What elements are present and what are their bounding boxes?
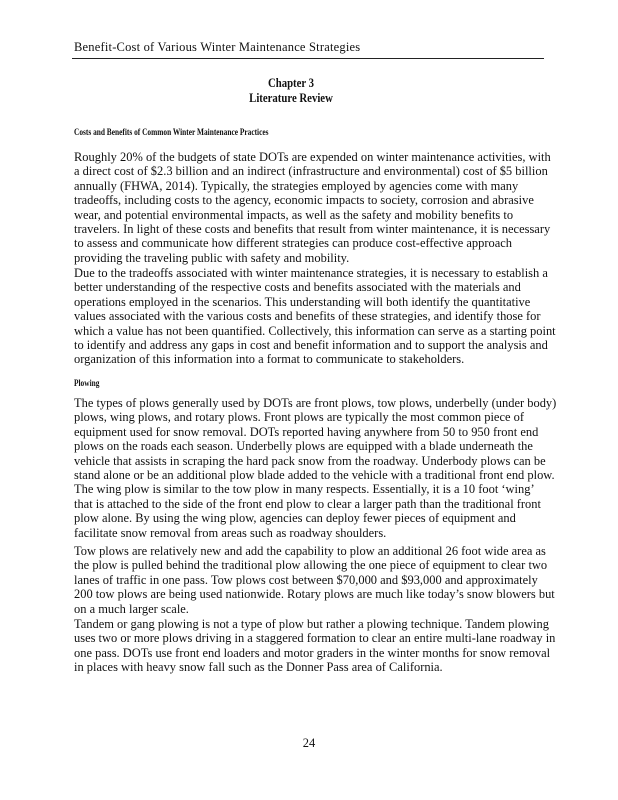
text-line: plows on the roads each season. Underbelly plows are equipped with a blade underneath the xyxy=(74,439,533,454)
text-line: in places with heavy snow fall such as the Donner Pass area of California. xyxy=(74,660,443,675)
text-line: travelers. In light of these costs and benefits that result from winter maintenance, it is necessary xyxy=(74,222,551,237)
header-rule xyxy=(72,58,544,59)
text-line: the plow is pulled behind the traditional plow allowing the one piece of equipment to clear two xyxy=(74,558,548,573)
chapter-title: Literature Review xyxy=(249,91,333,105)
chapter-number: Chapter 3 xyxy=(267,76,315,90)
text-line: a direct cost of $2.3 billion and an indirect (infrastructure and environmental) cost of $5 billion xyxy=(74,164,548,179)
text-line: annually (FHWA, 2014). Typically, the strategies employed by agencies come with many xyxy=(74,178,519,193)
text-line: The wing plow is similar to the tow plow in many respects. Essentially, it is a 10 foot ‘wing’ xyxy=(74,482,535,497)
text-line: uses two or more plows driving in a staggered formation to clear an entire multi-lane roadway in xyxy=(74,631,556,646)
section-heading-plowing: Plowing xyxy=(74,378,100,388)
text-line: better understanding of the respective costs and benefits associated with the materials and xyxy=(74,280,521,295)
text-line: wear, and potential environmental impacts, as well as the safety and mobility benefits to xyxy=(74,207,514,222)
text-line: to assess and communicate how different strategies can produce cost-effective approach xyxy=(74,236,513,251)
text-line: Tow plows are relatively new and add the capability to plow an additional 26 foot wide area as xyxy=(74,544,546,558)
text-line: stand alone or be an additional plow blade added to the vehicle with a traditional front end plow. xyxy=(74,468,555,483)
text-line: values associated with the various costs and benefits of these strategies, and identify those for xyxy=(74,309,541,324)
paragraph-intro xyxy=(74,150,608,265)
text-line: vehicle that assists in scraping the hard pack snow from the roadway. Underbody plows can be xyxy=(74,453,546,468)
paragraph-plow-types xyxy=(74,396,608,540)
text-line: providing the traveling public with safety and mobility. xyxy=(74,250,350,265)
text-line: facilitate snow removal from areas such as roadway shoulders. xyxy=(74,525,387,540)
text-line: Roughly 20% of the budgets of state DOTs are expended on winter maintenance activities, with xyxy=(74,150,551,164)
paragraph-tradeoffs xyxy=(74,266,608,367)
text-line: operations employed in the scenarios. This understanding will both identify the quantitative xyxy=(74,294,531,309)
text-line: tradeoffs, including costs to the agency, economic impacts to society, corrosion and abrasive xyxy=(74,193,534,208)
text-line: on a much larger scale. xyxy=(74,601,189,616)
running-header: Benefit-Cost of Various Winter Maintenance Strategies xyxy=(74,40,361,54)
chapter-heading xyxy=(41,76,542,106)
text-line: organization of this information into a format to communicate to stakeholders. xyxy=(74,352,465,367)
text-line: 200 tow plows are being used nationwide. Rotary plows are much like today’s snow blowers but xyxy=(74,587,555,602)
text-line: Tandem or gang plowing is not a type of plow but rather a plowing technique. Tandem plowing xyxy=(74,617,549,631)
text-line: The types of plows generally used by DOTs are front plows, tow plows, underbelly (under body) xyxy=(74,396,557,410)
text-line: plows, wing plows, and rotary plows. Front plows are typically the most common piece of xyxy=(74,410,525,425)
section-heading-costs-benefits: Costs and Benefits of Common Winter Maintenance Practices xyxy=(74,127,269,137)
text-line: to identify and address any gaps in cost and benefit information and to support the analysis and xyxy=(74,338,548,353)
text-line: Due to the tradeoffs associated with winter maintenance strategies, it is necessary to establish a xyxy=(74,266,548,280)
text-line: one pass. DOTs use front end loaders and motor graders in the winter months for snow removal xyxy=(74,645,551,660)
text-line: equipment used for snow removal. DOTs reported having anywhere from 50 to 950 front end xyxy=(74,424,539,439)
page-number: 24 xyxy=(302,736,316,750)
text-line: which a value has not been quantified. Collectively, this information can serve as a starting point xyxy=(74,323,556,338)
paragraph-tow-plows xyxy=(74,544,608,616)
paragraph-tandem-plowing xyxy=(74,617,608,675)
text-line: plow alone. By using the wing plow, agencies can deploy fewer pieces of equipment and xyxy=(74,511,516,526)
text-line: lanes of traffic in one pass. Tow plows cost between $70,000 and $93,000 and approximately xyxy=(74,572,538,587)
text-line: that is attached to the side of the front end plow to clear a larger path than the traditional front xyxy=(74,496,541,511)
